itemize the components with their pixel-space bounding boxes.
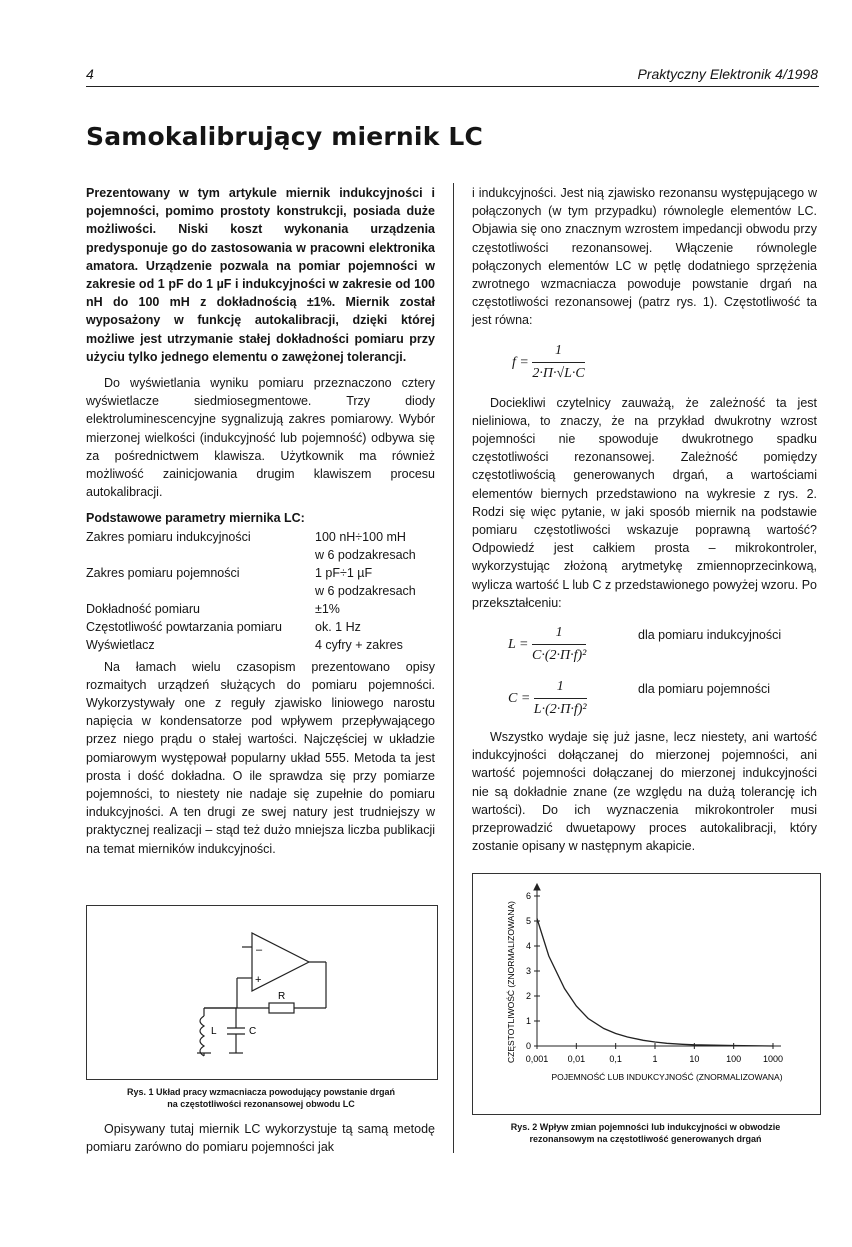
chart-x-tick-label: 100 <box>726 1054 742 1064</box>
formula-capacitance-label: dla pomiaru pojemności <box>638 682 771 697</box>
formula-capacitance: C = $\frac{1}{\text{L·(2·Π·f)²}}$ dla pomiaru pojemności <box>508 679 771 718</box>
resistor-label: R <box>278 991 286 1002</box>
param-name: Zakres pomiaru indukcyjności <box>86 529 251 544</box>
chart-y-tick-label: 6 <box>525 891 531 901</box>
resistor-symbol <box>269 1003 294 1013</box>
params-row <box>86 528 435 564</box>
figure-1-caption: Rys. 1 Układ pracy wzmacniacza powodujący powstanie drgań na częstotliwości rezonansowej obwodu LC <box>126 1087 396 1109</box>
chart-y-axis-label: CZĘSTOTLIWOŚĆ (ZNORMALIZOWANA) <box>506 901 516 1063</box>
params-row <box>86 564 435 600</box>
paragraph-nonlinear: Dociekliwi czytelnicy zauważą, że zależność ta jest nieliniowa, to znaczy, że na przykład dwukrotny wzrost pojemności nie spowoduje dwukrotnego spadku częstotliwości rezonansowej. Zależność pomiędzy częstotliwością generowanych drgań, a wartościami elementów biernych przedstawiono na wykresie z rys. 2. Rodzi się więc pytanie, w jaki sposób miernik na podstawie pomiaru częstotliwości wskazuje poprawną wartość? Odpowiedź jest całkiem prosta – mikrokontroler, wykorzystując złożoną arytmetykę zmiennoprzecinkową, wylicza wartość L lub C z przedstawionego powyżej wzoru. Po przekształceniu: <box>472 395 817 610</box>
chart-x-tick-label: 1 <box>652 1054 658 1064</box>
formula-frequency: f = $\frac{1}{2\cdot\Pi\cdot√L\cdot C}$ <box>512 342 585 381</box>
chart-y-tick-label: 0 <box>525 1041 531 1051</box>
chart-x-axis-label: POJEMNOŚĆ LUB INDUKCYJNOŚĆ (ZNORMALIZOWANA) <box>551 1072 783 1082</box>
params-heading: Podstawowe parametry miernika LC: <box>86 511 305 526</box>
chart-y-tick-label: 4 <box>525 941 531 951</box>
left-column-tail <box>86 1120 435 1156</box>
params-row <box>86 600 435 618</box>
paragraph-displays: Do wyświetlania wyniku pomiaru przeznaczono cztery wyświetlacze siedmiosegmentowe. Trzy diody elektroluminescencyjne sygnalizują zakres pomiarowy. Wybór mierzonej wielkości (indukcyjność lub pojemność) odbywa się za pośrednictwem klawisza. Użytkownik ma również możliwość zainicjowania drugim klawiszem procesu autokalibracji. <box>86 376 435 500</box>
param-value: 4 cyfry + zakres <box>315 637 403 652</box>
param-value: ok. 1 Hz <box>315 619 361 634</box>
chart-y-tick-label: 5 <box>525 916 531 926</box>
chart-y-arrow <box>534 884 540 890</box>
paragraph-history: Na łamach wielu czasopism prezentowano opisy rozmaitych urządzeń służących do pomiaru pojemności. Wykorzystywały one z reguły zjawisko liniowego narostu napięcia w kondensatorze pod wpływem przepływającego przez niego prądu o stałej wartości. Najczęściej w układzie pomiarowym występował popularny układ 555. Metoda ta jest prosta i dość dokładna. O ile sprawdza się przy pomiarze pojemności, to niestety nie nadaje się zupełnie do pomiaru indukcyjności. A ten drugi ze swej natury jest trudniejszy w praktycznej realizacji – stąd też dużo mniejsza liczba publikacji na temat mierników indukcyjności. <box>86 659 435 856</box>
paragraph-resonance: i indukcyjności. Jest nią zjawisko rezonansu występującego w połączonych (w tym przypadku) równolegle elementów LC. Objawia się ono znacznym wzrostem impedancji obwodu przy częstotliwości rezonansowej. Włączenie równolegle połączonych elementów LC w pętlę dodatniego sprzężenia zwrotnego wzmacniacza powoduje powstanie drgań na częstotliwości rezonansowej (patrz rys. 1). Częstotliwość ta jest równa: <box>472 186 817 328</box>
paragraph-calibration: Wszystko wydaje się już jasne, lecz niestety, ani wartość indukcyjności dołączanej do mierzonej pojemności, ani wartość pojemności dołączanej do mierzonej indukcyjności nie są dokładnie znane (ze względu na dużą tolerancję ich wartości). Do ich wyznaczenia mikrokontroler musi przeprowadzić dwuetapowy proces autokalibracji, który zostanie opisany w następnym akapicie. <box>472 730 817 854</box>
right-column <box>472 184 817 855</box>
opamp-circuit-diagram <box>87 906 437 1079</box>
chart-y-tick-label: 1 <box>525 1016 531 1026</box>
chart-y-tick-label: 2 <box>525 991 531 1001</box>
param-value: ±1% <box>315 601 340 616</box>
header-rule <box>86 86 819 87</box>
param-name: Zakres pomiaru pojemności <box>86 565 240 580</box>
formula-inductance-label: dla pomiaru indukcyjności <box>638 628 782 643</box>
chart-series-line <box>537 919 773 1047</box>
page-number: 4 <box>86 66 94 82</box>
param-name: Wyświetlacz <box>86 637 155 652</box>
formula-inductance: L = $\frac{1}{\text{C·(2·Π·f)²}}$ dla pomiaru indukcyjności <box>508 625 782 664</box>
opamp-plus-label: + <box>255 974 262 986</box>
param-value: 1 pF÷1 µF w 6 podzakresach <box>315 565 416 598</box>
params-row <box>86 618 435 636</box>
inductor-label: L <box>211 1026 217 1037</box>
chart-y-tick-label: 3 <box>525 966 531 976</box>
figure-2-caption: Rys. 2 Wpływ zmian pojemności lub indukcyjności w obwodzie rezonansowym na częstotliwość generowanych drgań <box>510 1122 781 1144</box>
chart-x-tick-label: 0,001 <box>525 1054 549 1064</box>
left-column <box>86 184 435 858</box>
param-name: Częstotliwość powtarzania pomiaru <box>86 619 282 634</box>
chart-x-tick-label: 0,1 <box>609 1054 622 1064</box>
capacitor-label: C <box>249 1026 257 1037</box>
params-row <box>86 636 435 654</box>
chart-x-tick-label: 1000 <box>762 1054 784 1064</box>
frequency-chart <box>473 874 820 1114</box>
figure-2 <box>472 873 821 1115</box>
params-table <box>86 528 435 654</box>
chart-x-tick-label: 0,01 <box>567 1054 586 1064</box>
chart-x-tick-label: 10 <box>689 1054 700 1064</box>
opamp-minus-label: – <box>256 944 263 956</box>
article-title: Samokalibrujący miernik LC <box>86 122 484 151</box>
column-separator <box>453 183 454 1153</box>
lead-paragraph: Prezentowany w tym artykule miernik indukcyjności i pojemności, pomimo prostoty konstrukcji, posiada duże możliwości. Niski koszt wykonania urządzenia predysponuje go do zastosowania w pracowni elektronika amatora. Urządzenie pozwala na pomiar pojemności w zakresie od 1 pF do 1 µF i indukcyjności w zakresie od 100 nH do 100 mH z dokładnością ±1%. Miernik został wyposażony w funkcję autokalibracji, dzięki której możliwe jest utrzymanie stałej dokładności pomiaru przy użyciu tylko jednego elementu o zawężonej tolerancji. <box>86 186 435 364</box>
inductor-coil <box>200 1016 204 1056</box>
param-name: Dokładność pomiaru <box>86 601 200 616</box>
journal-header: Praktyczny Elektronik 4/1998 <box>637 66 818 82</box>
paragraph-method: Opisywany tutaj miernik LC wykorzystuje tą samą metodę pomiaru zarówno do pomiaru pojemności jak <box>86 1122 435 1155</box>
figure-1 <box>86 905 438 1080</box>
param-value: 100 nH÷100 mH w 6 podzakresach <box>315 529 416 562</box>
